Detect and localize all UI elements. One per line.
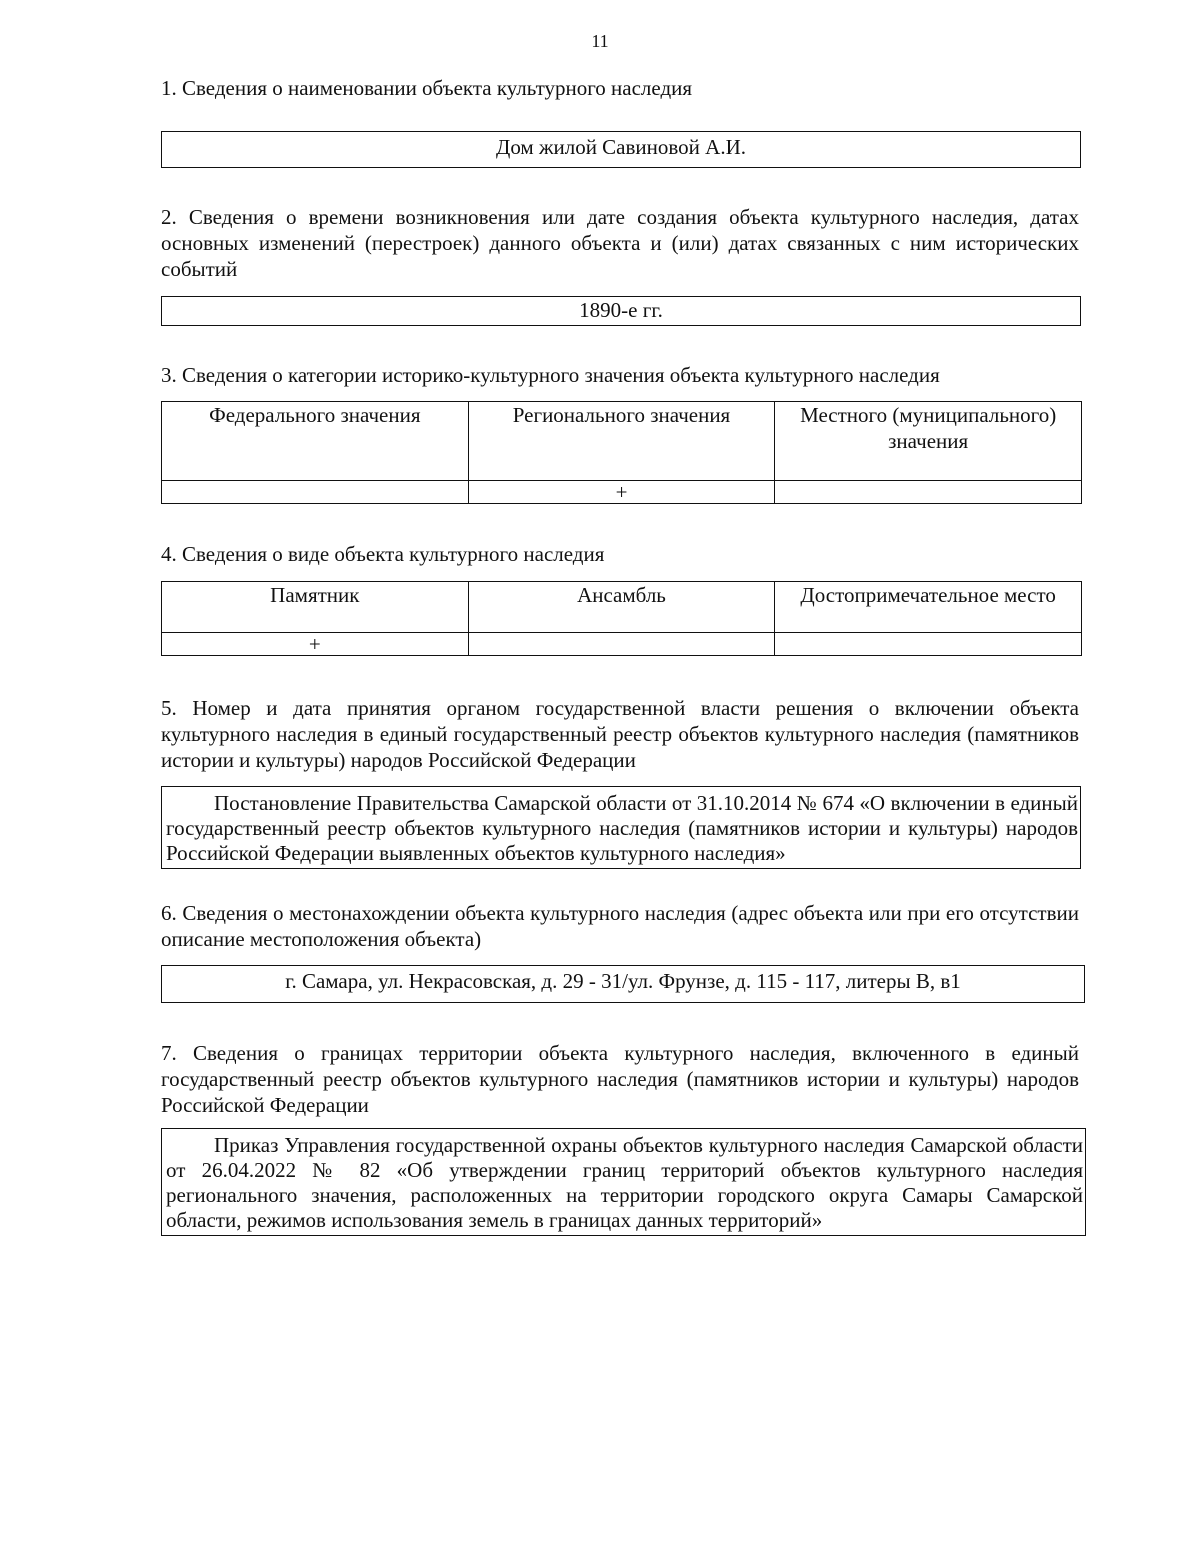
category-mark-row xyxy=(162,481,1082,504)
type-table xyxy=(161,581,1082,656)
category-federal-mark xyxy=(162,481,469,504)
territory-boundaries-box xyxy=(161,1128,1086,1236)
address-box xyxy=(161,965,1085,1003)
type-mark-row xyxy=(162,633,1082,656)
object-name-value: Дом жилой Савиновой А.И. xyxy=(496,135,746,159)
category-header-row xyxy=(162,402,1082,481)
type-landmark-mark xyxy=(775,633,1082,656)
page-number: 11 xyxy=(591,31,609,51)
territory-boundaries-value: Приказ Управления государственной охраны объектов культурного наследия Самарской области от 26.04.2022 № 82 «Об утверждении границ территорий объектов культурного наследия регионального значения, расположенных на территории городского округа Самары Самарской области, режимов использования земель в границах данных территорий» xyxy=(166,1133,1083,1232)
category-regional-header: Регионального значения xyxy=(468,402,775,481)
section-3-heading: 3. Сведения о категории историко-культурного значения объекта культурного наследия xyxy=(161,363,940,387)
type-monument-mark: + xyxy=(162,633,469,656)
section-4-heading: 4. Сведения о виде объекта культурного наследия xyxy=(161,542,605,566)
registry-decision-value: Постановление Правительства Самарской области от 31.10.2014 № 674 «О включении в единый государственный реестр объектов культурного наследия (памятников истории и культуры) народов Российской Федерации выявленных объектов культурного наследия» xyxy=(166,791,1078,865)
type-ensemble-header: Ансамбль xyxy=(468,582,775,633)
creation-date-box xyxy=(161,296,1081,326)
category-local-mark xyxy=(775,481,1082,504)
creation-date-value: 1890-е гг. xyxy=(579,298,663,322)
type-ensemble-mark xyxy=(468,633,775,656)
section-1-heading: 1. Сведения о наименовании объекта культурного наследия xyxy=(161,76,693,100)
category-regional-mark: + xyxy=(468,481,775,504)
registry-decision-box xyxy=(161,786,1081,869)
section-5-heading: 5. Номер и дата принятия органом государственной власти решения о включении объекта культурного наследия в единый государственный реестр объектов культурного наследия (памятников истории и культуры) народов Российской Федерации xyxy=(161,696,1079,772)
type-monument-header: Памятник xyxy=(162,582,469,633)
category-federal-header: Федерального значения xyxy=(162,402,469,481)
section-2-heading: 2. Сведения о времени возникновения или дате создания объекта культурного наследия, датах основных изменений (перестроек) данного объекта и (или) датах связанных с ним исторических событий xyxy=(161,205,1079,281)
section-6-heading: 6. Сведения о местонахождении объекта культурного наследия (адрес объекта или при его отсутствии описание местоположения объекта) xyxy=(161,901,1079,951)
type-landmark-header: Достопримечательное место xyxy=(775,582,1082,633)
category-local-header: Местного (муниципального) значения xyxy=(775,402,1082,481)
section-7-heading: 7. Сведения о границах территории объекта культурного наследия, включенного в единый государственный реестр объектов культурного наследия (памятников истории и культуры) народов Российской Федерации xyxy=(161,1041,1079,1117)
object-name-box xyxy=(161,131,1081,168)
type-header-row xyxy=(162,582,1082,633)
address-value: г. Самара, ул. Некрасовская, д. 29 - 31/ул. Фрунзе, д. 115 - 117, литеры В, в1 xyxy=(285,969,961,993)
category-table xyxy=(161,401,1082,504)
